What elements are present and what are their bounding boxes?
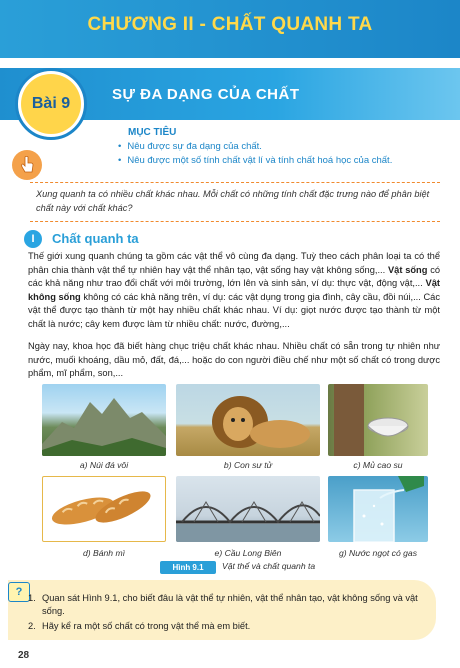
objectives-label: MỤC TIÊU	[128, 127, 177, 138]
pointing-hand-icon	[12, 150, 42, 180]
caption-b: b) Con sư tử	[223, 460, 273, 470]
question-item: 2. Hãy kể ra một số chất có trong vật thể mà em biết.	[28, 621, 251, 631]
objective-item: • Nêu được một số tính chất vật lí và tính chất hoá học của chất.	[118, 155, 392, 166]
intro-text-line1: Xung quanh ta có nhiều chất khác nhau. Mỗi chất có những tính chất đặc trưng nào để phân biệt	[36, 189, 430, 199]
figure-caption: Vật thể và chất quanh ta	[222, 561, 316, 571]
lesson-badge	[15, 68, 87, 140]
question-list	[28, 592, 428, 635]
section-number: I	[24, 230, 42, 248]
figure-tag: Hình 9.1	[160, 561, 216, 574]
objectives-list	[118, 141, 392, 169]
caption-d: d) Bánh mì	[82, 548, 126, 558]
long-bien-bridge-photo	[176, 476, 320, 542]
lesson-title: SỰ ĐA DẠNG CỦA CHẤT	[112, 86, 300, 103]
lion-photo	[176, 384, 320, 456]
limestone-mountain-photo	[42, 384, 166, 456]
caption-c: c) Mủ cao su	[353, 460, 403, 470]
paragraph-2: Ngày nay, khoa học đã biết hàng chục triệu chất khác nhau. Nhiều chất có sẵn trong tự nhiên như nước, muối khoáng, dầu mỏ, đất, đá,... hoặc do con người điều chế như một số chất có trong dược phẩm, mĩ phẩm, son,...	[28, 341, 440, 378]
lesson-label: Bài 9	[21, 74, 81, 134]
para1-text-b: có các khả năng như trao đổi chất với môi trường, lớn lên và sinh sản, ví dụ: thực vật, động vật,...	[28, 264, 441, 288]
caption-e: e) Cầu Long Biên	[214, 548, 282, 558]
intro-text-line2: chất này với chất khác?	[36, 203, 133, 213]
soda-water-photo	[328, 476, 428, 542]
section-title: Chất quanh ta	[52, 231, 139, 246]
caption-g: g) Nước ngọt có gas	[339, 548, 417, 558]
objective-item: • Nêu được sự đa dạng của chất.	[118, 141, 392, 152]
term-non-living-thing: Vật không sống	[28, 278, 440, 302]
intro-question-box	[30, 182, 440, 222]
page-number: 28	[18, 650, 30, 661]
para1-text-c: không có các khả năng trên, ví dụ: các vật dụng trong gia đình, cây cầu, đồi núi,... Các vật thể được tạo thành từ một hay nhiều chất khác nhau. Ví dụ: giọt nước được tạo thành từ một chất là nước; cây kem được làm từ nhiều chất: nước, đường,...	[28, 291, 440, 329]
paragraph-1	[28, 250, 440, 331]
term-living-thing: Vật sống	[387, 264, 428, 275]
para1-text-a: Thế giới xung quanh chúng ta gồm các vật thể vô cùng đa dạng. Tuỳ theo cách phân loại ta có thể phân chia thành vật thể tự nhiên hay vật thể nhân tạo, vật sống hay vật không sống,...	[28, 251, 440, 275]
rubber-latex-photo	[328, 384, 428, 456]
caption-a: a) Núi đá vôi	[79, 460, 129, 470]
question-icon: ?	[8, 582, 30, 602]
chapter-title: CHƯƠNG II - CHẤT QUANH TA	[87, 14, 373, 35]
bread-photo	[42, 476, 166, 542]
question-item: 1. Quan sát Hình 9.1, cho biết đâu là vật thể tự nhiên, vật thể nhân tạo, vật không sống và vật sống.	[28, 593, 418, 616]
